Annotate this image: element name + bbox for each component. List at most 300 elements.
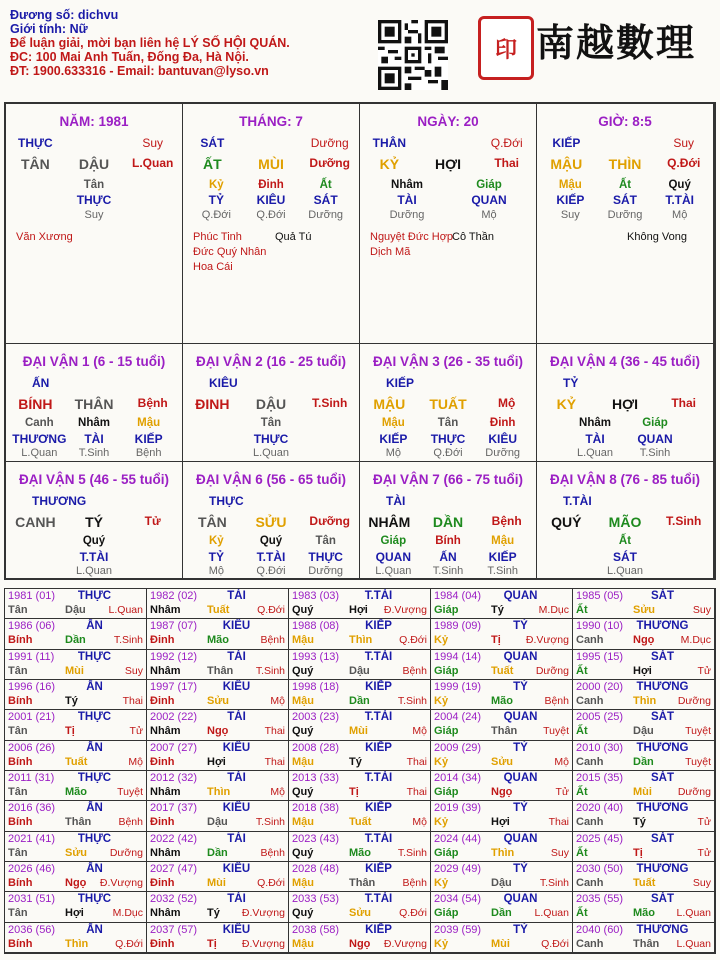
hidden-gods-row	[537, 550, 713, 564]
year-cell	[431, 862, 573, 892]
year-ten-god: T.TÀI	[364, 893, 393, 906]
year-cell	[5, 650, 147, 680]
year-ten-god: TỶ	[513, 741, 528, 754]
year-life-stage: Dưỡng	[109, 846, 143, 859]
year-life-stage: T.Sinh	[397, 846, 427, 859]
hidden-life-stage: Dưỡng	[389, 209, 425, 221]
year-branch: Tý	[65, 695, 78, 707]
year-branch: Tuất	[633, 877, 656, 889]
year-life-stage: Thai	[122, 695, 143, 707]
heavenly-stem: CANH	[15, 514, 56, 530]
life-stage: L.Quan	[132, 156, 174, 170]
ten-god-label	[596, 136, 655, 150]
earthly-branch: MÃO	[608, 514, 642, 530]
address: ĐC: 100 Mai Anh Tuấn, Đống Đa, Hà Nội.	[10, 50, 249, 64]
hidden-ten-god: TÀI	[585, 432, 605, 446]
year-label: 2008 (28)	[292, 741, 340, 754]
hidden-stem: Quý	[82, 535, 106, 547]
year-life-stage: M.Dục	[538, 604, 569, 616]
stem-branch-row	[537, 514, 713, 530]
year-stem: Kỷ	[434, 755, 449, 768]
year-label: 2031 (51)	[8, 893, 56, 906]
year-life-stage: Mộ	[270, 695, 285, 707]
year-label: 1995 (15)	[576, 650, 624, 663]
year-label: 1992 (12)	[150, 650, 198, 663]
year-ten-god: THỰC	[77, 650, 112, 663]
year-stem: Nhâm	[150, 907, 181, 920]
ten-god-label: TÀI	[386, 494, 406, 508]
year-life-stage: L.Quan	[534, 907, 569, 920]
year-life-stage: T.Sinh	[113, 634, 143, 647]
year-ten-god: KIẾP	[365, 681, 392, 693]
year-label: 1986 (06)	[8, 620, 56, 633]
year-branch: Hợi	[349, 604, 368, 616]
year-stem: Đinh	[150, 816, 175, 829]
hidden-ten-god: T.TÀI	[256, 550, 286, 564]
dai-van-3	[360, 344, 537, 462]
year-cell	[147, 771, 289, 801]
year-stem: Đinh	[150, 755, 175, 768]
year-branch: Mùi	[349, 725, 368, 738]
year-stem: Giáp	[434, 846, 459, 859]
stem-branch-row	[360, 396, 536, 412]
year-ten-god: SÁT	[651, 650, 674, 663]
logo-text: 南越數理	[536, 20, 697, 65]
year-stem: Quý	[292, 664, 314, 677]
year-stem: Tân	[8, 907, 28, 920]
year-cell	[147, 680, 289, 710]
ten-god-label: ẤN	[32, 376, 50, 390]
hidden-ten-god: TỶ	[208, 193, 224, 207]
hidden-stem: Kỷ	[208, 535, 224, 547]
ten-god-label	[242, 136, 301, 150]
year-stem: Mậu	[292, 937, 314, 950]
hidden-life-stage: Q.Đới	[256, 209, 286, 221]
pillar-1	[6, 104, 183, 344]
hidden-ten-god: THỰC	[308, 550, 343, 564]
year-stem: Bính	[8, 816, 33, 829]
year-life-stage: Tử	[697, 816, 711, 829]
year-cell	[431, 923, 573, 953]
year-cell	[431, 589, 573, 619]
hidden-stem: Ất	[618, 179, 632, 191]
hidden-stage-row	[360, 447, 536, 459]
ten-god-label: KIÊU	[209, 376, 238, 390]
hidden-stem: Giáp	[642, 417, 668, 429]
year-stem: Kỷ	[434, 695, 449, 707]
year-cell	[289, 801, 431, 831]
year-ten-god: THƯƠNG	[636, 741, 689, 754]
year-label: 2002 (22)	[150, 711, 198, 724]
year-cell	[431, 771, 573, 801]
year-label: 2022 (42)	[150, 832, 198, 845]
year-label: 2029 (49)	[434, 863, 482, 875]
year-ten-god: KIÊU	[222, 802, 251, 815]
year-ten-god: TỶ	[513, 863, 528, 875]
year-ten-god: KIÊU	[222, 741, 251, 754]
dai-van-6	[183, 462, 360, 580]
year-label: 2036 (56)	[8, 923, 56, 936]
year-cell	[5, 589, 147, 619]
year-label: 2015 (35)	[576, 772, 624, 784]
hidden-stem: Bính	[435, 535, 461, 547]
year-stem: Giáp	[434, 664, 459, 677]
year-label: 2004 (24)	[434, 711, 482, 724]
year-label: 2009 (29)	[434, 741, 482, 754]
year-branch: Dần	[65, 634, 86, 647]
year-cell	[431, 619, 573, 649]
hidden-stage-row	[6, 565, 182, 577]
life-stage: Suy	[673, 136, 695, 150]
year-stem: Giáp	[434, 786, 459, 798]
year-ten-god: TỶ	[513, 802, 528, 815]
life-stage: Thai	[494, 156, 520, 170]
owner-name: Đương số: dichvu	[10, 8, 119, 22]
year-cell	[147, 619, 289, 649]
year-label: 2011 (31)	[8, 772, 55, 784]
year-cell	[431, 741, 573, 771]
year-ten-god: ẤN	[86, 620, 103, 633]
year-branch: Ngọ	[207, 725, 229, 738]
year-branch: Tị	[491, 634, 501, 647]
hidden-stems-row	[183, 535, 359, 547]
year-life-stage: L.Quan	[676, 907, 711, 920]
heavenly-stem: BÍNH	[18, 396, 53, 412]
year-life-stage: Tuyệt	[685, 755, 711, 768]
year-stem: Tân	[8, 664, 28, 677]
pillar-heading: NGÀY: 20	[417, 114, 479, 129]
hidden-life-stage: Mộ	[672, 209, 688, 221]
year-ten-god: KIẾP	[365, 741, 392, 754]
year-branch: Sửu	[349, 907, 372, 920]
year-label: 2027 (47)	[150, 863, 198, 875]
year-branch: Hợi	[65, 907, 84, 920]
year-life-stage: T.Sinh	[255, 816, 285, 829]
hidden-life-stage: T.Sinh	[432, 565, 464, 577]
year-stem: Tân	[8, 786, 28, 798]
year-branch: Thìn	[491, 846, 515, 859]
year-ten-god: KIÊU	[222, 923, 251, 936]
year-branch: Thân	[65, 816, 92, 829]
year-ten-god: THƯƠNG	[636, 681, 689, 693]
year-ten-god: KIÊU	[222, 863, 251, 875]
hidden-life-stage: T.Sinh	[78, 447, 110, 459]
year-life-stage: L.Quan	[676, 937, 711, 950]
year-cell	[431, 680, 573, 710]
hidden-gods-row	[360, 193, 536, 207]
year-life-stage: Tử	[129, 725, 143, 738]
year-life-stage: Đ.Vượng	[99, 877, 143, 889]
year-stem: Kỷ	[434, 634, 449, 647]
year-ten-god: T.TÀI	[364, 590, 393, 602]
year-label: 1989 (09)	[434, 620, 482, 633]
star-left: Nguyệt Đức Hợp	[370, 231, 454, 243]
year-cell	[573, 710, 715, 740]
year-ten-god: SÁT	[651, 711, 674, 724]
stem-branch-row	[360, 514, 536, 530]
ten-god-label: KIẾP	[386, 376, 415, 390]
earthly-branch: TUẤT	[429, 396, 467, 412]
dai-van-heading: ĐẠI VẬN 8 (76 - 85 tuổi)	[549, 472, 701, 487]
year-branch: Mùi	[491, 937, 510, 950]
hidden-stems-row	[537, 179, 713, 191]
year-branch: Thìn	[65, 937, 89, 950]
year-cell	[573, 832, 715, 862]
year-label: 2021 (41)	[8, 832, 56, 845]
hidden-ten-god: KIÊU	[488, 432, 518, 446]
hidden-stems-row	[537, 535, 713, 547]
hidden-life-stage: T.Sinh	[487, 565, 518, 577]
hidden-stage-row	[183, 209, 359, 221]
hidden-gods-row	[6, 193, 182, 207]
year-stem: Ất	[576, 604, 588, 616]
year-branch: Mùi	[633, 786, 652, 798]
dai-van-7	[360, 462, 537, 580]
hidden-stems-row	[6, 535, 182, 547]
ten-god-label: THƯƠNG	[32, 494, 87, 508]
year-cell	[147, 892, 289, 922]
year-life-stage: Tử	[697, 846, 711, 859]
year-branch: Tý	[349, 755, 362, 768]
year-ten-god: T.TÀI	[364, 832, 393, 845]
year-cell	[289, 832, 431, 862]
stem-branch-row	[183, 156, 359, 172]
hidden-life-stage: Dưỡng	[485, 447, 521, 459]
year-life-stage: Suy	[692, 877, 711, 889]
hidden-life-stage: Suy	[560, 209, 580, 221]
year-ten-god: THƯƠNG	[636, 923, 689, 936]
year-label: 2033 (53)	[292, 893, 340, 906]
year-ten-god: KIÊU	[222, 681, 251, 693]
hidden-stage-row	[360, 565, 536, 577]
year-ten-god: TÀI	[227, 893, 246, 906]
hidden-stem: Mậu	[137, 417, 161, 429]
year-stem: Quý	[292, 846, 314, 859]
year-cell	[5, 801, 147, 831]
life-stage: Mộ	[498, 396, 516, 410]
year-branch: Tý	[207, 907, 220, 920]
life-stage: Q.Đới	[667, 156, 701, 170]
year-ten-god: TÀI	[227, 590, 246, 602]
year-stem: Tân	[8, 604, 28, 616]
year-branch: Sửu	[65, 846, 88, 859]
year-cell	[573, 923, 715, 953]
year-branch: Dần	[207, 846, 228, 859]
year-cell	[147, 589, 289, 619]
year-label: 2019 (39)	[434, 802, 482, 815]
year-label: 1990 (10)	[576, 620, 624, 633]
year-label: 1981 (01)	[8, 590, 56, 602]
year-stem: Ất	[576, 725, 588, 738]
year-cell	[289, 710, 431, 740]
hidden-life-stage: L.Quan	[375, 565, 412, 577]
stem-branch-row	[183, 396, 359, 412]
year-stem: Quý	[292, 907, 314, 920]
year-branch: Mão	[207, 634, 229, 647]
year-branch: Thân	[633, 937, 660, 950]
year-stem: Tân	[8, 725, 28, 738]
year-ten-god: SÁT	[651, 590, 674, 602]
year-life-stage: Đ.Vượng	[383, 604, 427, 616]
star-left: Hoa Cái	[193, 261, 233, 273]
year-stem: Quý	[292, 786, 314, 798]
star-left: Đức Quý Nhân	[193, 246, 267, 258]
phone-email: ĐT: 1900.633316 - Email: bantuvan@lyso.vn	[10, 64, 269, 78]
earthly-branch: SỬU	[255, 514, 287, 530]
year-ten-god: SÁT	[651, 832, 674, 845]
year-branch: Sửu	[207, 695, 230, 707]
year-ten-god: ẤN	[86, 741, 103, 754]
year-cell	[573, 862, 715, 892]
hidden-life-stage: Dưỡng	[607, 209, 643, 221]
hidden-ten-god: T.TÀI	[79, 550, 109, 564]
year-ten-god: THƯƠNG	[636, 620, 689, 633]
year-branch: Dậu	[491, 877, 512, 889]
earthly-branch: DẬU	[78, 156, 110, 172]
year-branch: Thìn	[349, 634, 373, 647]
year-ten-god: ẤN	[86, 863, 103, 875]
year-ten-god: KIÊU	[222, 620, 251, 633]
star-left: Phúc Tinh	[193, 231, 242, 243]
ten-god-row	[6, 136, 182, 150]
ten-god-label	[419, 136, 478, 150]
dai-van-heading: ĐẠI VẬN 7 (66 - 75 tuổi)	[372, 472, 524, 487]
hidden-life-stage: Q.Đới	[201, 209, 231, 221]
year-label: 2006 (26)	[8, 741, 56, 754]
year-life-stage: Dưỡng	[677, 695, 711, 707]
hidden-life-stage: Dưỡng	[308, 565, 344, 577]
year-label: 1999 (19)	[434, 681, 482, 693]
hidden-ten-god: THỰC	[253, 432, 289, 446]
hidden-stage-row	[537, 447, 713, 459]
pillar-heading: GIỜ: 8:5	[598, 114, 652, 129]
hidden-ten-god: THỰC	[76, 193, 112, 207]
year-branch: Tị	[349, 786, 359, 798]
hidden-gods-row	[360, 550, 536, 564]
year-stem: Bính	[8, 877, 33, 889]
year-branch: Mão	[633, 907, 655, 920]
year-life-stage: T.Sinh	[397, 695, 427, 707]
year-stem: Canh	[576, 937, 604, 950]
hidden-stem: Nhâm	[391, 179, 423, 191]
earthly-branch: HỢI	[435, 156, 461, 172]
year-life-stage: Q.Đới	[257, 604, 285, 616]
hidden-stems-row	[183, 179, 359, 191]
ten-god-label: THỰC	[209, 494, 244, 508]
dai-van-8	[537, 462, 714, 580]
year-ten-god: QUAN	[503, 832, 538, 845]
year-branch: Mão	[65, 786, 87, 798]
year-ten-god: KIẾP	[365, 923, 392, 936]
year-branch: Hợi	[207, 755, 226, 768]
dai-van-heading: ĐẠI VẬN 6 (56 - 65 tuổi)	[195, 472, 347, 487]
hidden-ten-god: KIẾP	[379, 432, 408, 446]
year-label: 2007 (27)	[150, 741, 198, 754]
life-stage: Dưỡng	[309, 514, 350, 528]
year-label: 2012 (32)	[150, 772, 198, 784]
year-stem: Nhâm	[150, 786, 181, 798]
star-right: Quả Tú	[275, 231, 312, 243]
heavenly-stem: NHÂM	[368, 514, 411, 530]
hidden-ten-god: QUAN	[637, 432, 673, 446]
year-life-stage: Bệnh	[402, 664, 427, 677]
stem-branch-row	[537, 156, 713, 172]
life-stage: Bệnh	[491, 514, 522, 528]
year-cell	[431, 832, 573, 862]
year-life-stage: Q.Đới	[115, 937, 143, 950]
year-cell	[573, 741, 715, 771]
hidden-stem: Giáp	[476, 179, 502, 191]
year-stem: Bính	[8, 937, 33, 950]
earthly-branch: THÂN	[74, 396, 114, 412]
year-ten-god: TÀI	[227, 650, 246, 663]
pillar-3	[360, 104, 537, 344]
year-stem: Đinh	[150, 937, 175, 950]
hidden-stems-row	[360, 535, 536, 547]
hidden-stem: Tân	[437, 417, 459, 429]
year-ten-god: T.TÀI	[364, 711, 393, 724]
year-label: 2039 (59)	[434, 923, 482, 936]
year-label: 2024 (44)	[434, 832, 482, 845]
hidden-stem: Đinh	[258, 179, 284, 191]
year-life-stage: T.Sinh	[539, 877, 569, 889]
year-branch: Tị	[207, 937, 217, 950]
dai-van-5	[6, 462, 183, 580]
year-life-stage: L.Quan	[108, 604, 143, 616]
year-cell	[147, 801, 289, 831]
hidden-life-stage: Dưỡng	[308, 209, 344, 221]
year-branch: Ngọ	[633, 634, 655, 647]
earthly-branch: DẬU	[255, 396, 287, 412]
year-life-stage: Tuyệt	[543, 725, 569, 738]
year-ten-god: THƯƠNG	[636, 863, 689, 875]
year-ten-god: TỶ	[513, 620, 528, 633]
hidden-ten-god: TỶ	[208, 550, 224, 564]
hidden-ten-god: SÁT	[313, 193, 338, 207]
year-life-stage: Thai	[264, 755, 285, 768]
year-ten-god: THỰC	[77, 832, 112, 845]
year-label: 2017 (37)	[150, 802, 198, 815]
hidden-stem: Mậu	[558, 179, 582, 191]
year-ten-god: QUAN	[503, 650, 538, 663]
hidden-life-stage: T.Sinh	[639, 447, 671, 459]
year-stem: Nhâm	[150, 664, 181, 677]
year-life-stage: Q.Đới	[399, 907, 427, 920]
dai-van-heading: ĐẠI VẬN 2 (16 - 25 tuổi)	[195, 354, 347, 369]
heavenly-stem: ĐINH	[195, 396, 230, 412]
year-label: 2018 (38)	[292, 802, 340, 815]
year-cell	[147, 862, 289, 892]
year-ten-god: KIẾP	[365, 802, 392, 815]
year-stem: Bính	[8, 695, 33, 707]
year-life-stage: Tử	[555, 786, 569, 798]
year-ten-god: THỰC	[77, 590, 112, 602]
year-life-stage: Thai	[406, 755, 427, 768]
year-ten-god: THỰC	[77, 711, 112, 724]
year-cell	[431, 801, 573, 831]
year-label: 2005 (25)	[576, 711, 624, 724]
year-cell	[5, 832, 147, 862]
year-branch: Sửu	[633, 604, 656, 616]
year-label: 1998 (18)	[292, 681, 340, 693]
life-stage: Dưỡng	[309, 156, 350, 170]
year-stem: Kỷ	[434, 816, 449, 829]
year-cell	[431, 710, 573, 740]
year-cell	[289, 892, 431, 922]
hidden-stem: Ất	[618, 535, 632, 547]
heavenly-stem: KỶ	[379, 156, 400, 172]
hidden-ten-god: TÀI	[397, 193, 417, 207]
